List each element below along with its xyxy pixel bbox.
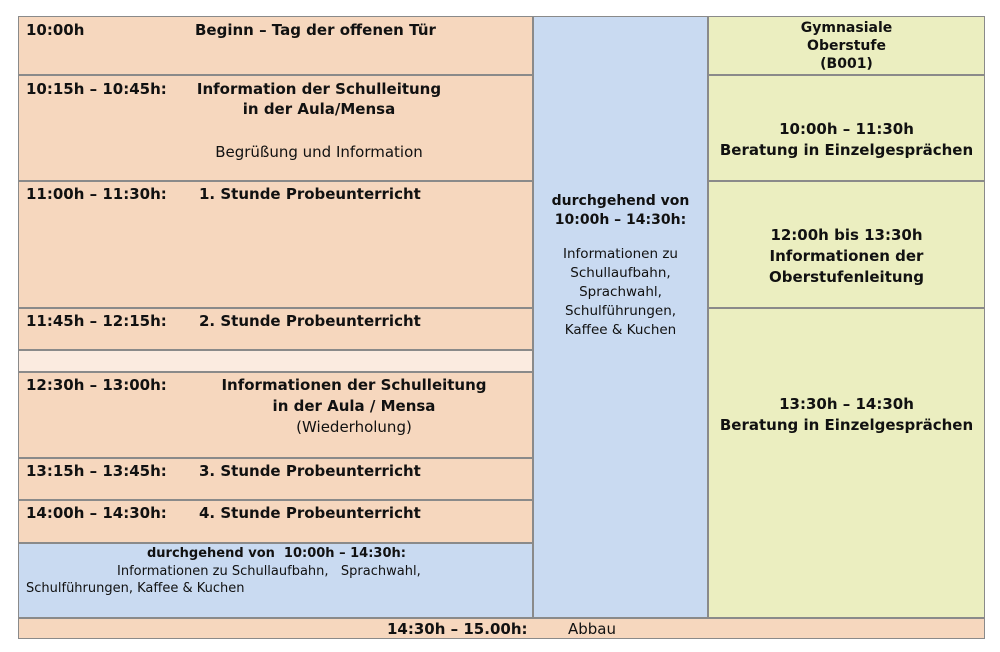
row-title-line2: in der Aula / Mensa (272, 397, 436, 415)
middle-line: Schullaufbahn, (570, 265, 671, 281)
row-title: 4. Stunde Probeunterricht (199, 504, 421, 522)
row-beginn (18, 16, 533, 75)
right-block-line: Beratung in Einzelgesprächen (719, 416, 974, 434)
row-durchgehend (18, 543, 533, 618)
right-block-line: Beratung in Einzelgesprächen (719, 141, 974, 159)
right-header-line: (B001) (820, 56, 873, 72)
middle-heading-2: 10:00h – 14:30h: (554, 212, 687, 228)
right-block-beratung-2 (708, 308, 985, 618)
row-line2: Schulführungen, Kaffee & Kuchen (26, 581, 245, 596)
right-block-beratung-1 (708, 75, 985, 181)
row-stunde-4 (18, 500, 533, 543)
row-title: 1. Stunde Probeunterricht (199, 185, 421, 203)
row-break (18, 350, 533, 372)
row-time: 10:00h (26, 21, 85, 39)
middle-column (533, 16, 708, 618)
middle-line: Sprachwahl, (579, 284, 662, 300)
footer-time: 14:30h – 15.00h: (387, 620, 528, 638)
footer-label: Abbau (568, 620, 617, 638)
row-title-line1: Information der Schulleitung (196, 80, 442, 98)
right-block-line: Oberstufenleitung (769, 268, 924, 286)
row-title-line1: Informationen der Schulleitung (221, 376, 487, 394)
right-block-line: Informationen der (769, 247, 924, 265)
row-subtitle: Begrüßung und Information (215, 143, 423, 161)
right-block-oberstufenleitung (708, 181, 985, 308)
row-title-line2: in der Aula/Mensa (242, 100, 396, 118)
row-info-schulleitung (18, 75, 533, 181)
row-subtitle: (Wiederholung) (296, 418, 412, 436)
footer-row-abbau (18, 618, 985, 639)
row-time: 11:45h – 12:15h: (26, 312, 167, 330)
right-block-line: 10:00h – 11:30h (779, 120, 914, 138)
row-title: 3. Stunde Probeunterricht (199, 462, 421, 480)
row-title: 2. Stunde Probeunterricht (199, 312, 421, 330)
row-time: 11:00h – 11:30h: (26, 185, 167, 203)
row-stunde-1 (18, 181, 533, 308)
row-line1: Informationen zu Schullaufbahn, Sprachwahl, (117, 564, 421, 579)
row-info-wiederholung (18, 372, 533, 458)
right-header (708, 16, 985, 75)
row-time: 13:15h – 13:45h: (26, 462, 167, 480)
middle-line: Informationen zu (563, 246, 678, 262)
middle-line: Schulführungen, (564, 303, 677, 319)
row-stunde-2 (18, 308, 533, 350)
middle-heading-1: durchgehend von (551, 193, 690, 209)
right-block-line: 13:30h – 14:30h (779, 395, 914, 413)
middle-line: Kaffee & Kuchen (564, 322, 677, 338)
right-block-line: 12:00h bis 13:30h (770, 226, 923, 244)
row-heading: durchgehend von 10:00h – 14:30h: (147, 546, 406, 561)
right-header-line: Gymnasiale (800, 20, 893, 36)
row-time: 10:15h – 10:45h: (26, 80, 167, 98)
right-header-line: Oberstufe (807, 38, 886, 54)
row-title: Beginn – Tag der offenen Tür (195, 21, 436, 39)
row-stunde-3 (18, 458, 533, 500)
row-time: 12:30h – 13:00h: (26, 376, 167, 394)
middle-content (534, 192, 707, 340)
row-time: 14:00h – 14:30h: (26, 504, 167, 522)
